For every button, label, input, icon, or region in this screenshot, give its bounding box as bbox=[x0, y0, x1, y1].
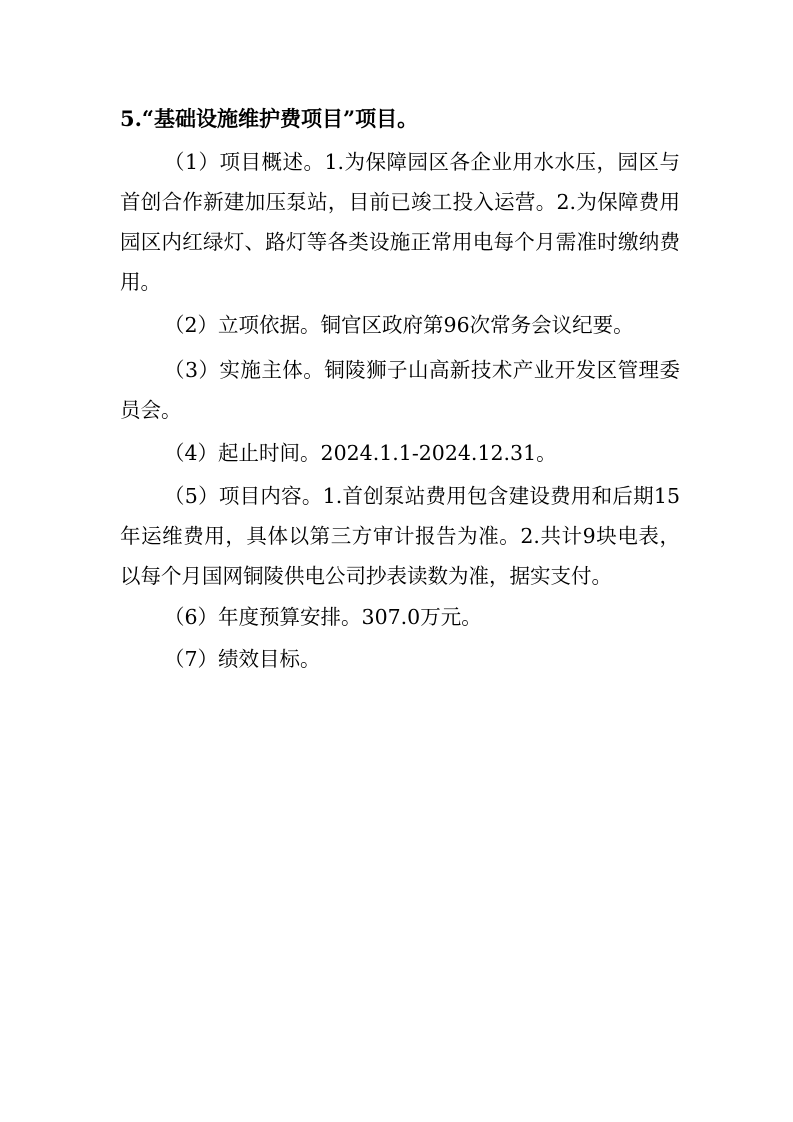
paragraph-annual-budget: （6）年度预算安排。307.0万元。 bbox=[164, 605, 482, 629]
paragraph-project-overview: （1）项目概述。1.为保障园区各企业用水水压，园区与首创合作新建加压泵站，目前已竣工投入运营。2.为保障费用园区内红绿灯、路灯等各类设施正常用电每个月需准时缴纳费用。 bbox=[120, 150, 680, 294]
paragraph-project-content: （5）项目内容。1.首创泵站费用包含建设费用和后期15年运维费用，具体以第三方审计报告为准。2.共计9块电表，以每个月国网铜陵供电公司抄表读数为准，据实支付。 bbox=[120, 484, 680, 588]
paragraph-implementing-body: （3）实施主体。铜陵狮子山高新技术产业开发区管理委员会。 bbox=[120, 358, 680, 422]
paragraph-project-basis: （2）立项依据。铜官区政府第96次常务会议纪要。 bbox=[164, 313, 634, 337]
paragraph-performance-goals: （7）绩效目标。 bbox=[164, 647, 321, 671]
paragraph-time-period: （4）起止时间。2024.1.1-2024.12.31。 bbox=[164, 441, 557, 465]
section-heading: 5.“基础设施维护费项目”项目。 bbox=[120, 106, 419, 131]
